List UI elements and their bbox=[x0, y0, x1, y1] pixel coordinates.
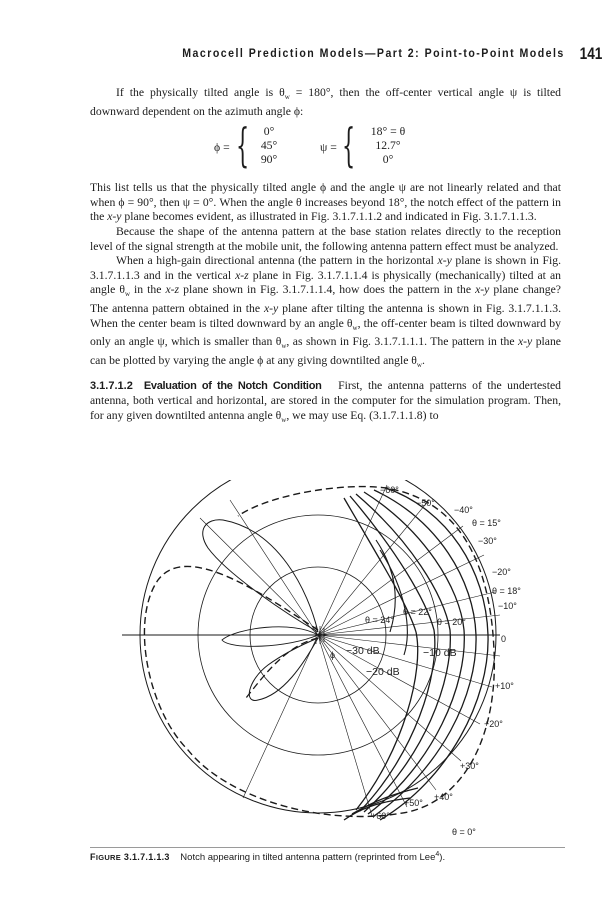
phi-values: 0° 45° 90° bbox=[260, 125, 278, 167]
label-theta-0: θ = 0° bbox=[452, 827, 476, 837]
label-theta-15: θ = 15° bbox=[472, 518, 501, 528]
paragraph-1: If the physically tilted angle is $\theta_w = 180^\circ$, then the off-center vertical angle ψ is tilted downward dependent on the azimuth angle ϕ: bbox=[90, 86, 561, 118]
psi-brace: { bbox=[342, 118, 356, 173]
psi-values: 18° = θ 12.7° 0° bbox=[370, 125, 406, 167]
label-theta-18: θ = 18° bbox=[492, 586, 521, 596]
label-angle-p50: +50° bbox=[404, 798, 423, 808]
label-angle-0: 0 bbox=[501, 634, 507, 644]
phi-brace: { bbox=[236, 118, 250, 173]
phi-lhs: ϕ = bbox=[214, 141, 230, 155]
label-db-20: −20 dB bbox=[366, 666, 400, 678]
paragraph-2: This list tells us that the physically tilted angle ϕ and the angle ψ are not linearly related and that when ϕ = 90°, then ψ = 0°. When the angle θ increases beyond 18°, the notch effect of the pattern in the x-y plane becomes evident, as illustrated in Fig. 3.1.7.1.1.2 and indicated in Fig. 3.1.7.1.1.3. bbox=[90, 181, 561, 224]
label-angle-m60: −60° bbox=[380, 485, 399, 495]
paragraph-4: When a high-gain directional antenna (the pattern in the horizontal x-y plane is shown in Fig. 3.1.7.1.1.3 and in the vertical x-z plane in Fig. 3.1.7.1.1.4 is physically (mechanically) tilted at an angle $\theta_w$ in the x-z plane shown in Fig. 3.1.7.1.1.4, how does the pattern in the x-y plane change? The antenna pattern obtained in the x-y plane after tilting the antenna is shown in Fig. 3.1.7.1.1.3. When the center beam is tilted downward by an angle $\theta_w$, the off-center beam is tilted downward by only an angle ψ, which is smaller than $\theta_w$, as shown in Fig. 3.1.7.1.1.1. The pattern in the x-y plane can be plotted by varying the angle ϕ at any giving downtilted angle $\theta_w$. bbox=[90, 254, 561, 369]
label-angle-p40: +40° bbox=[434, 792, 453, 802]
figure-polar-pattern bbox=[118, 480, 538, 840]
label-angle-m40: −40° bbox=[454, 505, 473, 515]
running-head: Macrocell Prediction Models—Part 2: Point-to-Point Models bbox=[182, 48, 565, 60]
label-db-10: −10 dB bbox=[423, 647, 457, 659]
label-angle-m30: −30° bbox=[478, 536, 497, 546]
figure-label: FIGURE 3.1.7.1.1.3 bbox=[90, 852, 170, 863]
body-text bbox=[90, 86, 561, 427]
label-angle-m10: −10° bbox=[498, 601, 517, 611]
label-theta-20: θ = 20° bbox=[437, 617, 466, 627]
label-angle-p30: +30° bbox=[460, 761, 479, 771]
label-angle-p10: +10° bbox=[495, 681, 514, 691]
label-phi: ϕ bbox=[330, 650, 336, 660]
paragraph-3: Because the shape of the antenna pattern at the base station relates directly to the reception level of the signal strength at the mobile unit, the following antenna pattern effect must be analyzed. bbox=[90, 224, 561, 253]
caption-rule bbox=[90, 847, 565, 848]
section-title: Evaluation of the Notch Condition bbox=[143, 380, 322, 393]
label-angle-p20: +20° bbox=[484, 719, 503, 729]
label-db-30: −30 dB bbox=[346, 645, 380, 657]
equation-block bbox=[90, 118, 561, 175]
section-3-1-7-1-2: 3.1.7.1.2 Evaluation of the Notch Condition First, the antenna patterns of the undertested antenna, both vertical and horizontal, are stored in the computer for the simulation program. Then, for any given downtilted antenna angle $\theta_w$, we may use Eq. (3.1.7.1.1.8) to bbox=[90, 379, 562, 424]
polar-pattern-svg bbox=[118, 480, 538, 840]
label-angle-m50: −50° bbox=[416, 498, 435, 508]
notch-curves bbox=[376, 540, 407, 655]
page-number: 141 bbox=[579, 44, 602, 63]
psi-lhs: ψ = bbox=[320, 141, 337, 155]
pattern-back-lobe bbox=[246, 638, 318, 698]
figure-caption: FIGURE 3.1.7.1.1.3 Notch appearing in tilted antenna pattern (reprinted from Lee$^4$). bbox=[90, 851, 446, 864]
section-number: 3.1.7.1.2 bbox=[90, 380, 133, 393]
caption-text: Notch appearing in tilted antenna pattern (reprinted from Lee bbox=[180, 852, 436, 864]
label-theta-24: θ = 24° bbox=[365, 615, 394, 625]
inner-lobe-upper bbox=[203, 520, 318, 632]
label-theta-22: θ = 22° bbox=[403, 607, 432, 617]
label-angle-m20: −20° bbox=[492, 567, 511, 577]
page-header bbox=[0, 44, 613, 68]
label-angle-p60: +60° bbox=[371, 811, 390, 821]
